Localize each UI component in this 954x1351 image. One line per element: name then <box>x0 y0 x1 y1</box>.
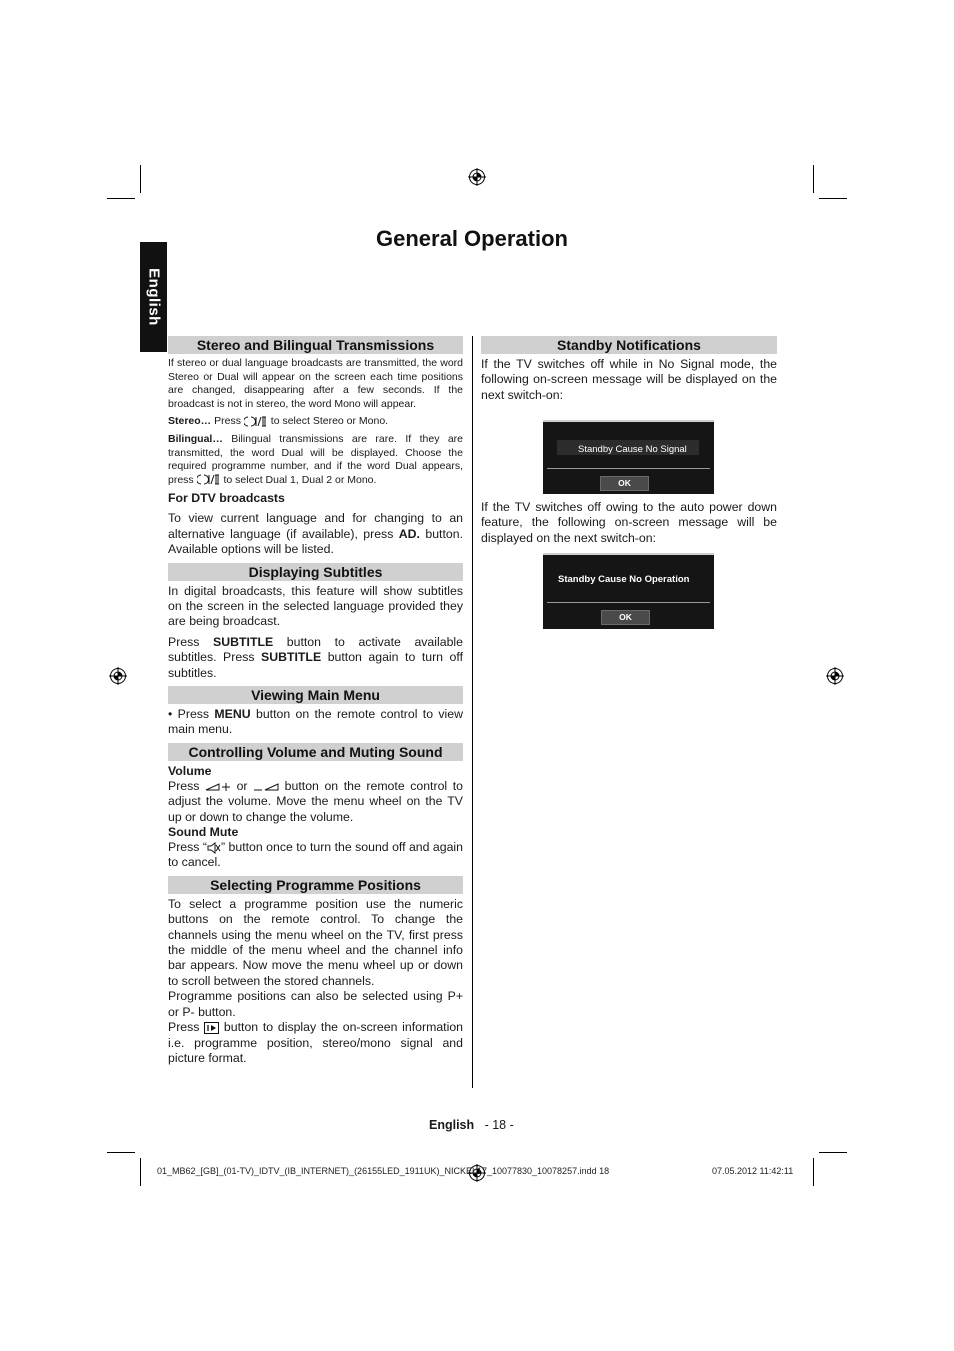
standby-no-operation-message: Standby Cause No Operation <box>558 574 690 585</box>
column-divider <box>472 336 473 1088</box>
info-icon <box>204 1022 219 1034</box>
mute-subheading: Sound Mute <box>168 825 239 840</box>
bilingual-label: Bilingual… <box>168 432 223 445</box>
standby-paragraph-2-wrap <box>481 500 777 551</box>
mute-text-a: Press “ <box>168 840 207 855</box>
programme-paragraph-3 <box>168 1020 463 1066</box>
standby-no-signal-message: Standby Cause No Signal <box>578 444 687 455</box>
subtitles-text-c: button to activate available subtitles. Press <box>168 634 463 665</box>
dtv-text-2: button. Available options will be listed. <box>168 526 463 557</box>
volume-subheading: Volume <box>168 763 212 778</box>
subtitles-paragraph-1: In digital broadcasts, this feature will show subtitles on the screen in the selected language provided they are being broadcast. <box>168 583 463 629</box>
screen-divider <box>547 602 710 603</box>
subtitles-text-a: Press <box>168 634 214 649</box>
main-menu-paragraph <box>168 707 463 738</box>
section-heading-subtitles: Displaying Subtitles <box>168 563 463 581</box>
page-number: - 18 - <box>484 1118 514 1132</box>
registration-mark-icon <box>109 667 127 685</box>
standby-no-signal-screen <box>543 420 714 494</box>
crop-mark <box>813 1158 814 1186</box>
stereo-rest-text: to select Stereo or Mono. <box>267 415 389 428</box>
subtitles-paragraph-2 <box>168 635 463 681</box>
programme-paragraph-2: Programme positions can also be selected using P+ or P- button. <box>168 989 463 1019</box>
bilingual-text: Bilingual transmissions are rare. If they are transmitted, the word Dual will be displayed. Choose the required programme number, and if the word Dual appears, press <box>168 432 463 486</box>
bilingual-rest-text: to select Dual 1, Dual 2 or Mono. <box>220 473 377 486</box>
volume-text-a: Press <box>168 778 206 793</box>
subtitle-button-label: SUBTITLE <box>213 634 274 649</box>
dtv-paragraph <box>168 511 463 557</box>
footer-language: English <box>429 1118 475 1132</box>
volume-or-text: or <box>231 778 254 793</box>
crop-mark <box>107 1152 135 1153</box>
main-menu-text-a: • Press <box>168 707 215 721</box>
stereo-paragraph <box>168 415 463 429</box>
standby-no-operation-screen <box>543 553 714 629</box>
bilingual-paragraph <box>168 433 463 487</box>
ok-button[interactable]: OK <box>600 476 649 491</box>
section-heading-volume: Controlling Volume and Muting Sound <box>168 743 463 761</box>
slug-date: 07.05.2012 11:42:11 <box>712 1166 794 1176</box>
crop-mark <box>819 198 847 199</box>
stereo-dual-icon <box>197 474 221 485</box>
section-heading-standby: Standby Notifications <box>481 336 777 354</box>
volume-down-icon <box>253 782 279 792</box>
right-column <box>481 336 777 408</box>
volume-paragraph <box>168 779 463 825</box>
left-column <box>168 336 463 1071</box>
language-side-tab-label: English <box>145 268 162 326</box>
crop-mark <box>140 1158 141 1186</box>
stereo-intro: If stereo or dual language broadcasts are transmitted, the word Stereo or Dual will appear on the screen each time positions are changed, disappearing after a few seconds. If the broadcast is not in stereo, the word Mono will appear. <box>168 357 463 410</box>
subtitles-text-e: button again to turn off subtitles. <box>168 650 463 680</box>
crop-mark <box>140 165 141 193</box>
crop-mark <box>107 198 135 199</box>
programme-text-a: Press <box>168 1020 205 1035</box>
menu-button-label: MENU <box>214 707 251 721</box>
section-heading-stereo: Stereo and Bilingual Transmissions <box>168 336 463 354</box>
volume-text-b: button on the remote control to adjust the volume. Move the menu wheel on the TV up or down to change the volume. <box>168 778 463 824</box>
crop-mark <box>813 165 814 193</box>
programme-text-b: button to display the on-screen information i.e. programme position, stereo/mono signal and picture format. <box>168 1020 463 1065</box>
volume-up-icon <box>205 782 231 792</box>
standby-paragraph-2: If the TV switches off owing to the auto power down feature, the following on-screen message will be displayed on the next switch-on: <box>481 500 777 545</box>
stereo-label: Stereo… <box>168 415 212 428</box>
subtitle-button-label: SUBTITLE <box>261 650 322 665</box>
screen-divider <box>547 468 710 469</box>
programme-paragraph-1: To select a programme position use the numeric buttons on the remote control. To change the channels using the menu wheel on the TV, first press the middle of the menu wheel and the channel info bar appears. Now move the menu wheel up or down to scroll between the stored channels. <box>168 896 463 988</box>
ad-button-label: AD. <box>398 526 420 541</box>
section-heading-programme: Selecting Programme Positions <box>168 876 463 894</box>
dtv-text-1: To view current language and for changing to an alternative language (if available), press <box>168 511 463 541</box>
dtv-subheading: For DTV broadcasts <box>168 491 285 506</box>
registration-mark-icon <box>826 667 844 685</box>
mute-paragraph <box>168 840 463 871</box>
mute-text-b: ” button once to turn the sound off and again to cancel. <box>168 840 464 870</box>
slug-filename: 01_MB62_[GB]_(01-TV)_IDTV_(IB_INTERNET)_(26155LED_1911UK)_NICKEL17_10077830_10078257.indd 18 <box>157 1166 610 1176</box>
registration-mark-icon <box>468 168 486 186</box>
main-menu-text-c: button on the remote control to view main menu. <box>168 707 463 737</box>
language-side-tab <box>140 242 167 352</box>
stereo-press-text: Press <box>211 415 244 428</box>
stereo-dual-icon <box>244 416 268 427</box>
page-title: General Operation <box>376 226 568 251</box>
section-heading-main-menu: Viewing Main Menu <box>168 686 463 704</box>
standby-paragraph-1: If the TV switches off while in No Signal mode, the following on-screen message will be displayed on the next switch-on: <box>481 357 777 402</box>
footer-page-label <box>429 1118 514 1132</box>
ok-button[interactable]: OK <box>601 610 650 625</box>
crop-mark <box>819 1152 847 1153</box>
mute-icon <box>207 842 221 854</box>
